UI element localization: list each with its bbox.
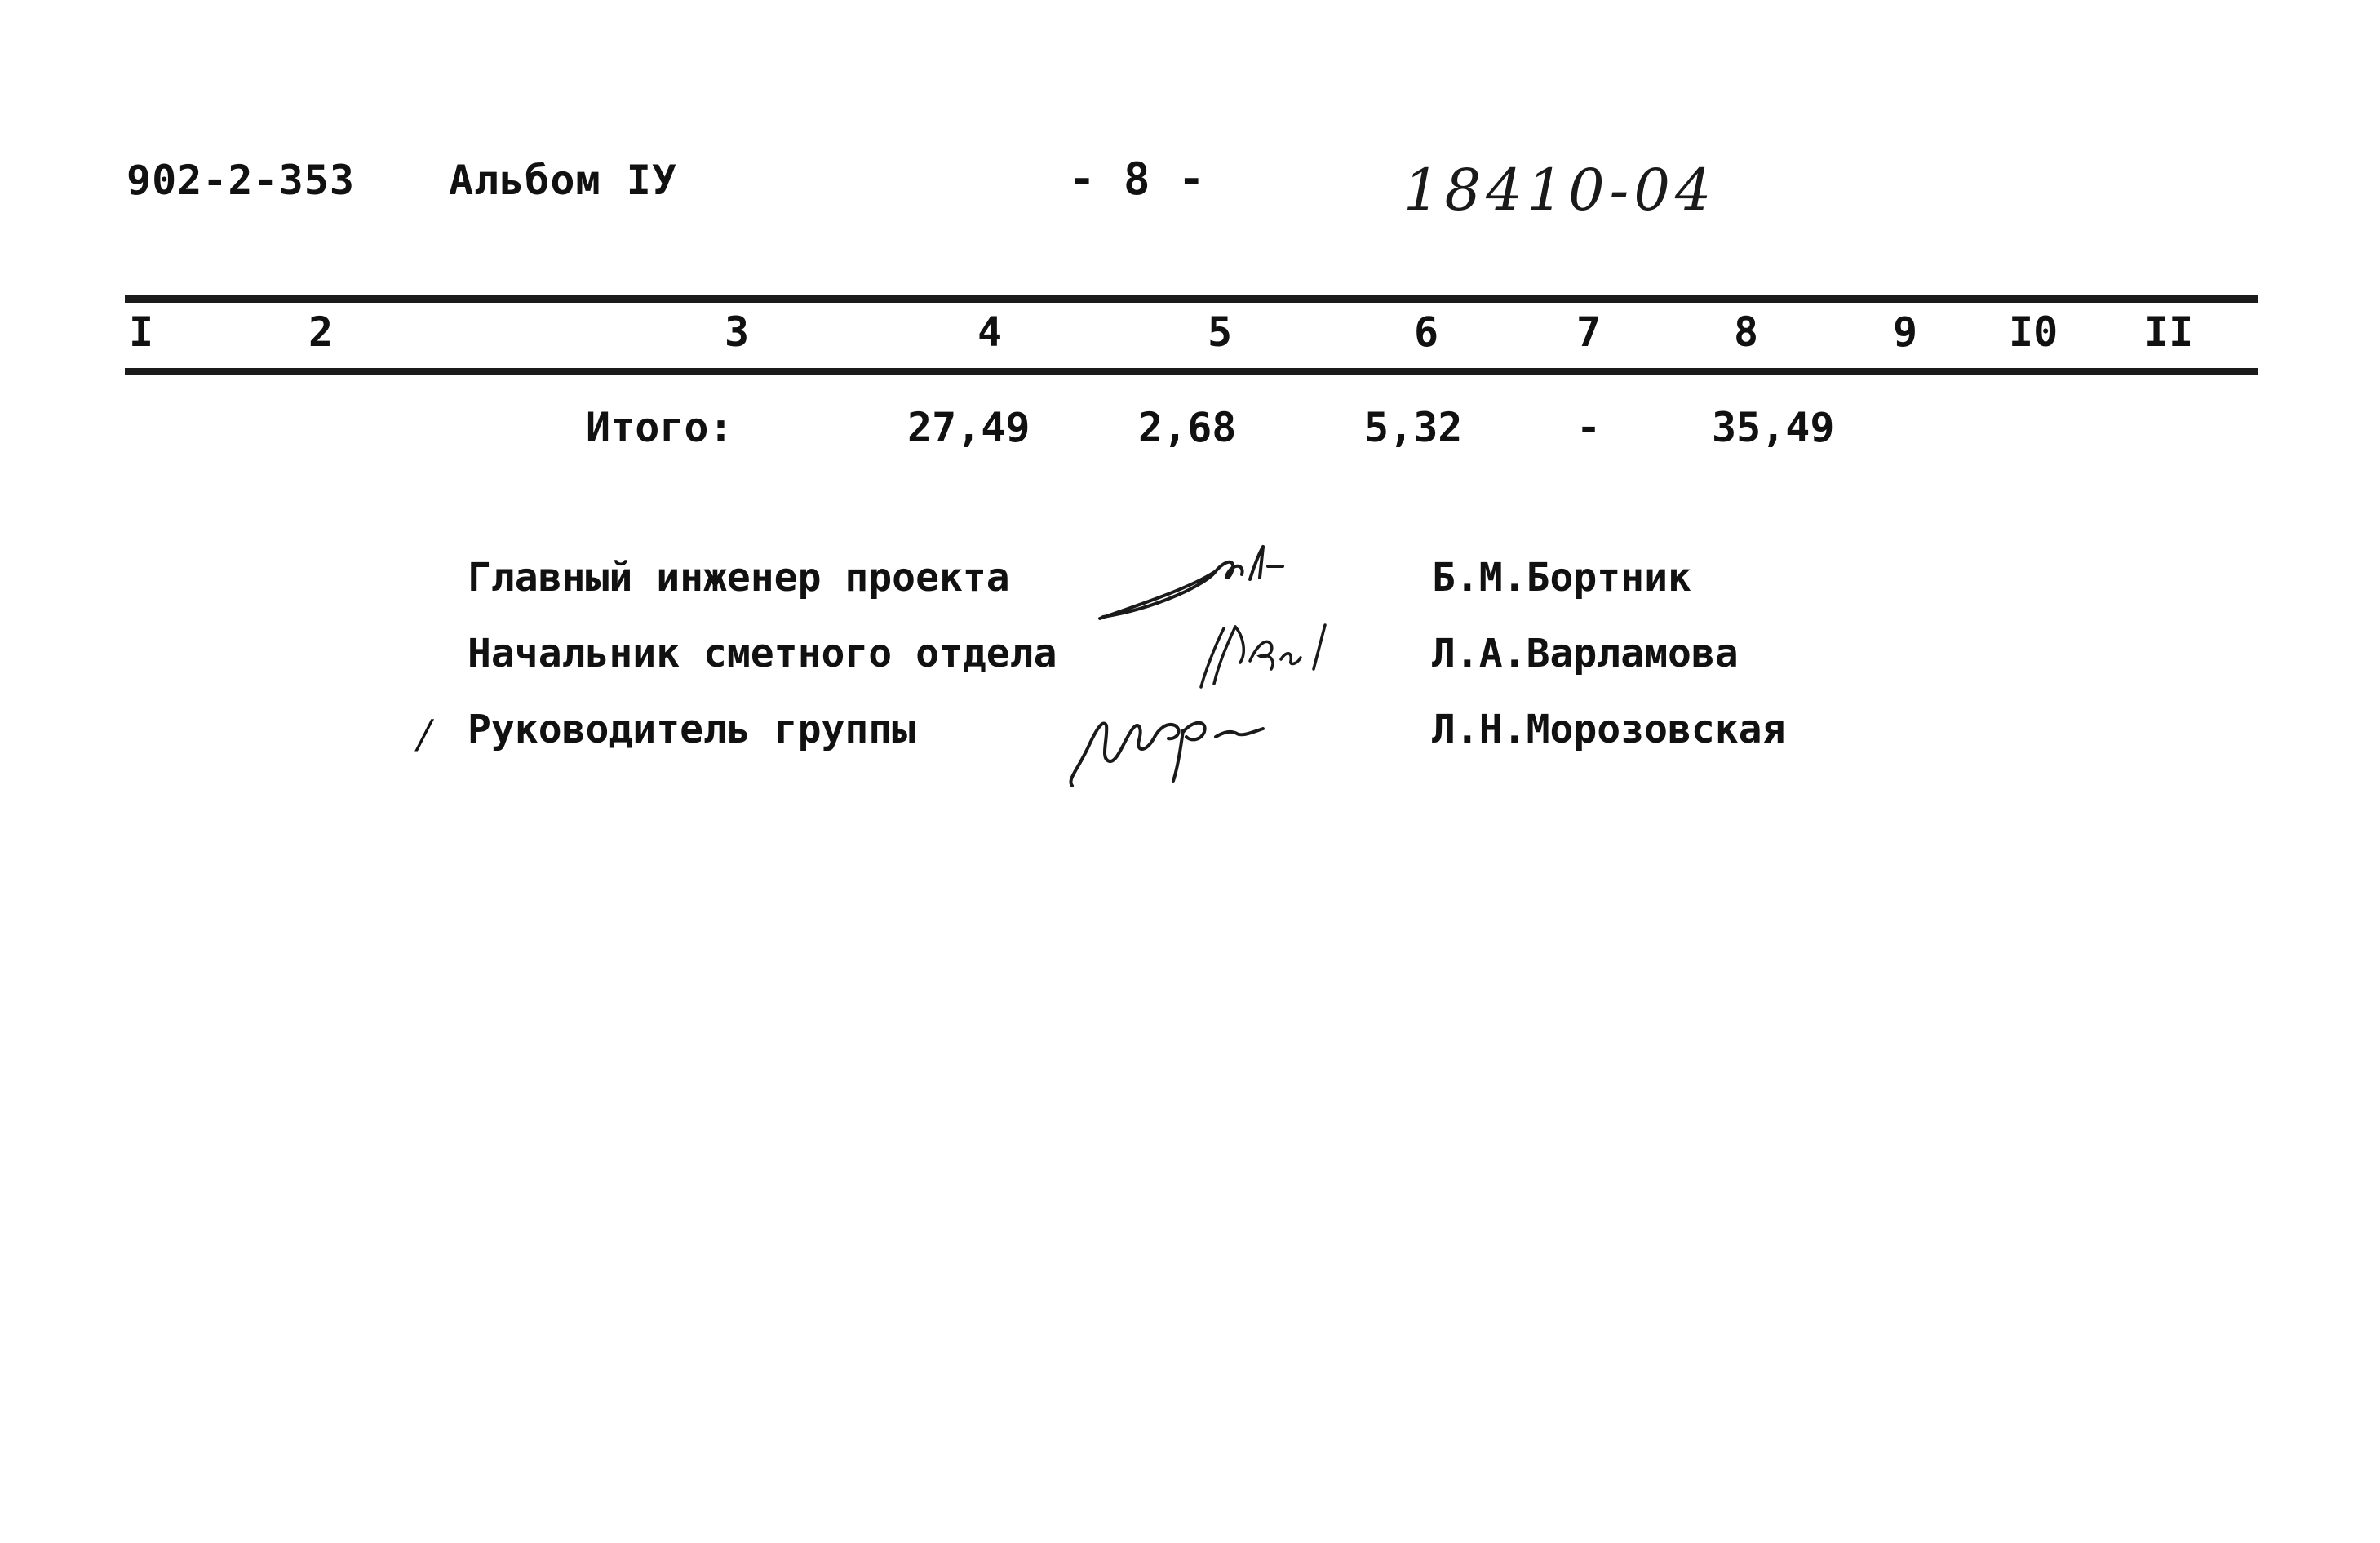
page-number: - 8 - [1069, 153, 1206, 205]
column-number: 7 [1576, 308, 1602, 356]
album-label: Альбом IУ [449, 157, 677, 204]
signature-title: Руководитель группы [468, 707, 916, 752]
column-number: 3 [725, 308, 750, 356]
signature-title: Начальник сметного отдела [468, 631, 1057, 676]
column-number: 4 [977, 308, 1003, 356]
column-number: II [2144, 308, 2194, 356]
archive-number: 18410-04 [1403, 157, 1717, 224]
signature-name: Л.А.Варламова [1432, 631, 1739, 676]
column-number: 5 [1208, 308, 1233, 356]
handwritten-slash: / [418, 712, 432, 757]
column-number: I [129, 308, 154, 356]
totals-label: Итого: [586, 404, 734, 451]
signature-name: Б.М.Бортник [1432, 555, 1691, 601]
total-col5: 2,68 [1138, 404, 1237, 451]
table-bottom-rule [125, 368, 2258, 375]
column-number: 2 [308, 308, 334, 356]
signature-mark [1191, 612, 1338, 702]
signature-mark [1061, 689, 1289, 796]
signature-title: Главный инженер проекта [468, 555, 1010, 601]
signature-name: Л.Н.Морозовская [1432, 707, 1786, 752]
column-number: I0 [2009, 308, 2059, 356]
total-col7: - [1576, 404, 1602, 451]
total-col8: 35,49 [1712, 404, 1835, 451]
table-top-rule [125, 295, 2258, 303]
column-number: 6 [1414, 308, 1439, 356]
document-code: 902-2-353 [126, 157, 355, 204]
total-col6: 5,32 [1364, 404, 1463, 451]
column-number: 9 [1893, 308, 1918, 356]
column-number: 8 [1734, 308, 1759, 356]
total-col4: 27,49 [907, 404, 1030, 451]
